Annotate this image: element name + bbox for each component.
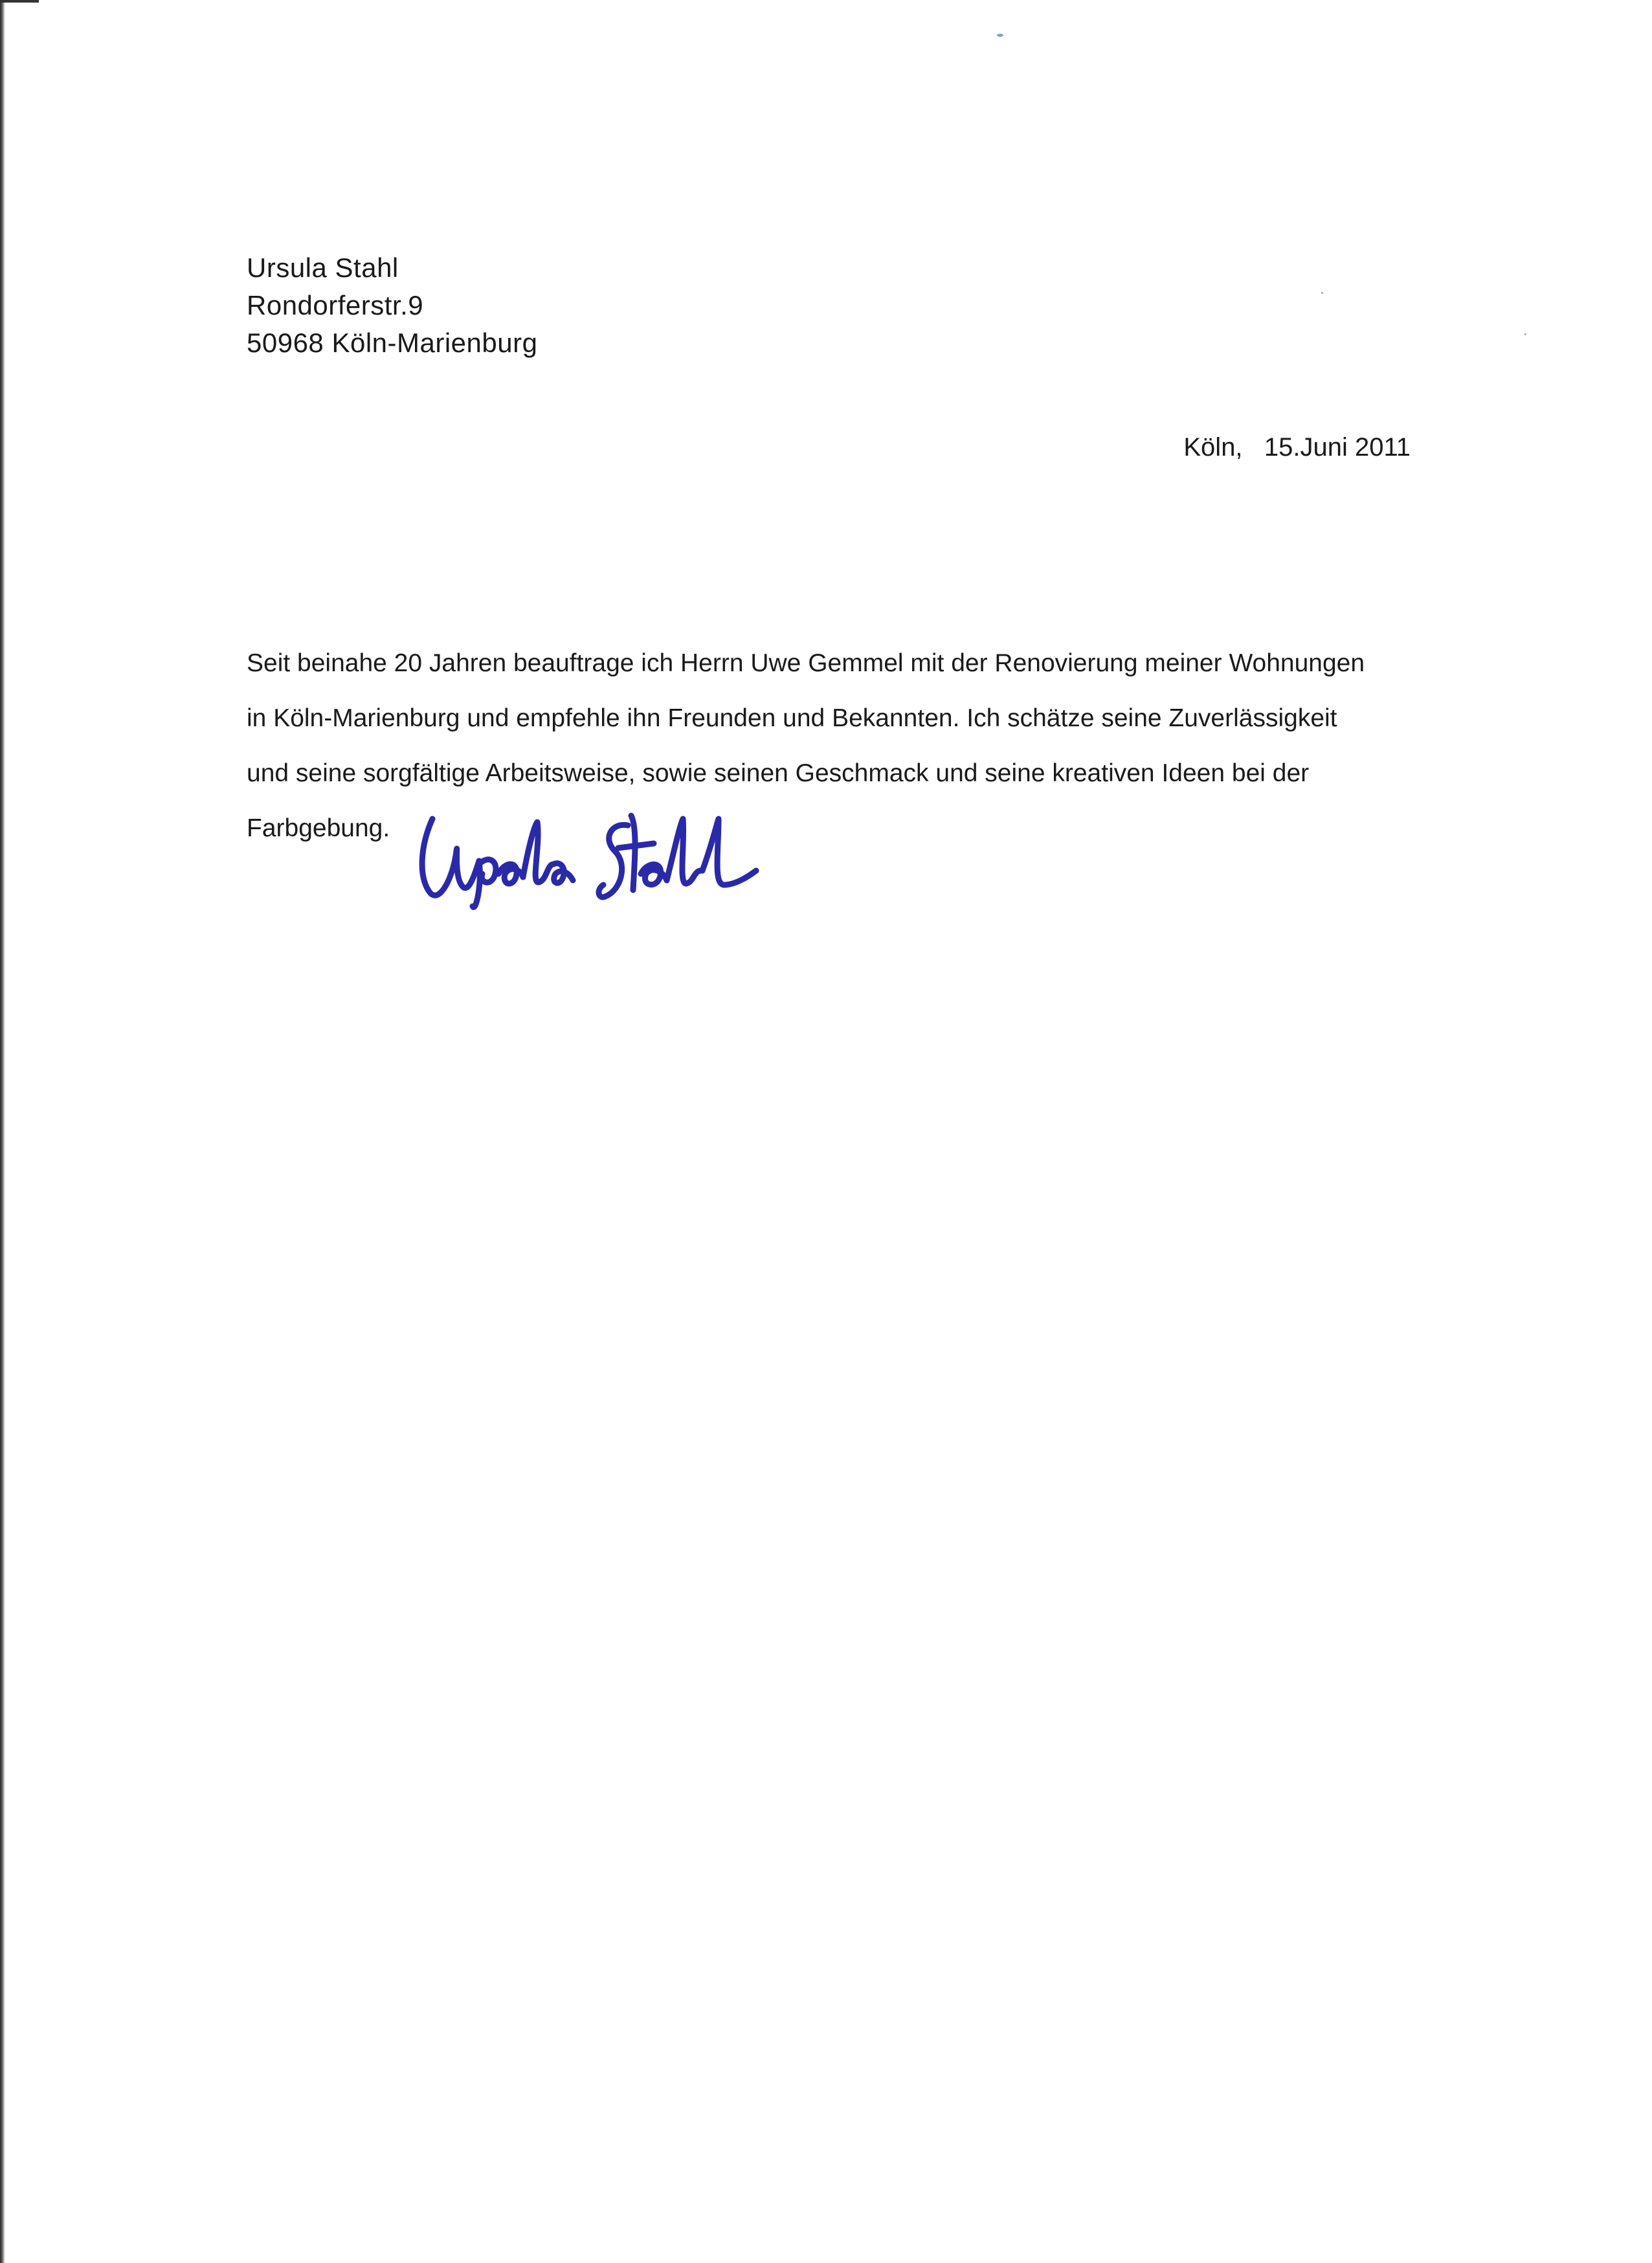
sender-street: Rondorferstr.9: [247, 290, 424, 320]
scan-speck: [1524, 333, 1526, 335]
handwritten-signature: [414, 799, 790, 916]
sender-city: 50968 Köln-Marienburg: [247, 328, 538, 358]
scan-speck: [997, 34, 1003, 37]
scan-edge-left: [0, 0, 5, 2263]
body-line: Seit beinahe 20 Jahren beauftrage ich Herrn Uwe Gemmel mit der Renovierung meiner Wohnungen: [247, 649, 1365, 677]
sender-name: Ursula Stahl: [247, 252, 399, 283]
date-line: Köln, 15.Juni 2011: [1183, 433, 1411, 462]
scan-edge-top: [0, 0, 39, 3]
scan-speck: [1321, 292, 1323, 294]
body-line: in Köln-Marienburg und empfehle ihn Freunden und Bekannten. Ich schätze seine Zuverlässigkeit: [247, 704, 1337, 732]
sender-address: [247, 249, 537, 362]
body-line: Farbgebung.: [247, 814, 390, 842]
body-line: und seine sorgfältige Arbeitsweise, sowie seinen Geschmack und seine kreativen Ideen bei der: [247, 759, 1310, 787]
